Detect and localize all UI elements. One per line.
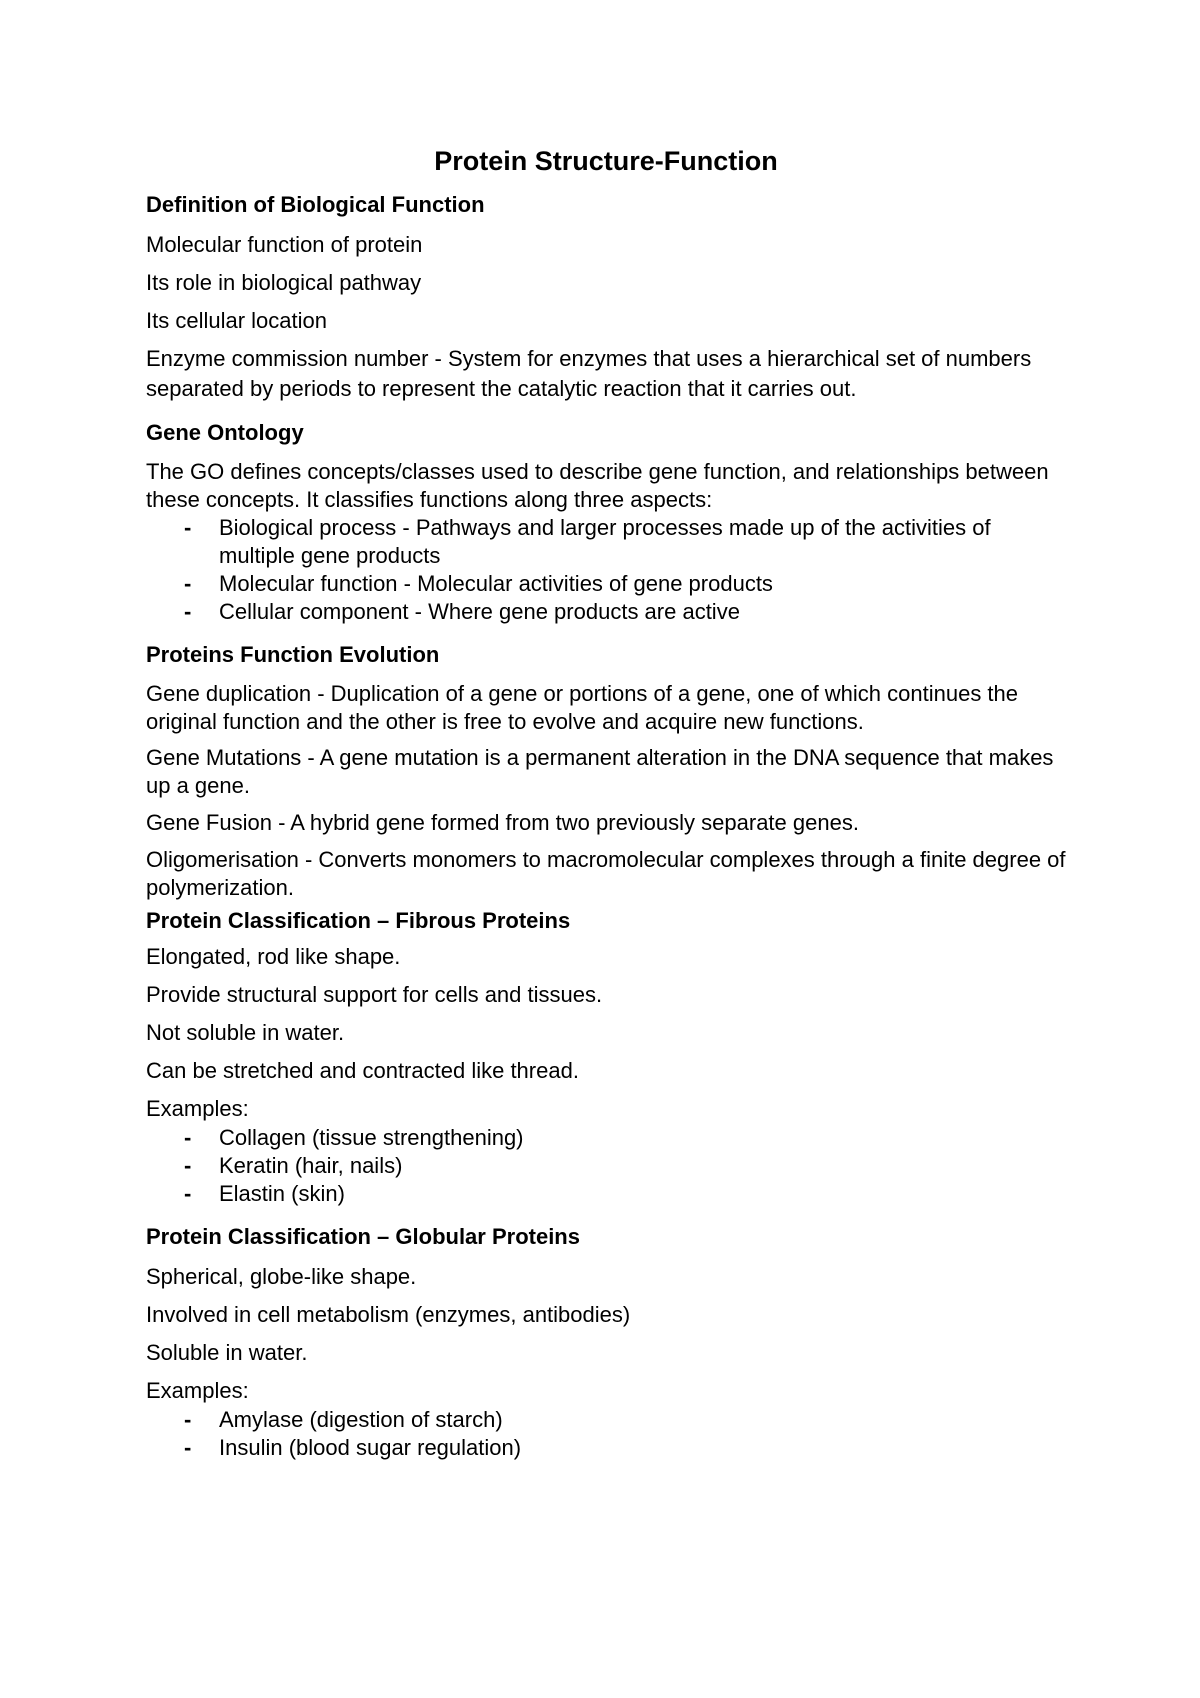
list-item-text: Amylase (digestion of starch) (219, 1407, 503, 1432)
paragraph: Enzyme commission number - System for enzymes that uses a hierarchical set of numbers separated by periods to represent the catalytic reaction that it carries out. (146, 346, 1032, 401)
list-item-text: Keratin (hair, nails) (219, 1153, 403, 1178)
list-item-text: Collagen (tissue strengthening) (219, 1125, 524, 1150)
list-item (146, 1434, 1066, 1462)
paragraph: The GO defines concepts/classes used to describe gene function, and relationships between these concepts. It classifies functions along three aspects: (146, 459, 1049, 512)
list-item (146, 570, 1066, 598)
document-page (146, 144, 1066, 1474)
paragraph: Gene Mutations - A gene mutation is a permanent alteration in the DNA sequence that makes up a gene. (146, 745, 1054, 798)
paragraph: Spherical, globe-like shape. (146, 1264, 417, 1289)
section-heading-gene-ontology: Gene Ontology (146, 420, 304, 445)
paragraph: Involved in cell metabolism (enzymes, antibodies) (146, 1302, 631, 1327)
list-item (146, 1406, 1066, 1434)
paragraph: Its cellular location (146, 308, 327, 333)
dash-bullet-icon: - (184, 1153, 192, 1178)
list-item (146, 514, 1066, 570)
bullet-list (146, 514, 1066, 626)
paragraph: Not soluble in water. (146, 1020, 345, 1045)
dash-bullet-icon: - (184, 515, 192, 540)
list-item (146, 1152, 1066, 1180)
list-item (146, 1180, 1066, 1208)
list-item-text: Elastin (skin) (219, 1181, 345, 1206)
dash-bullet-icon: - (184, 1407, 192, 1432)
paragraph: Provide structural support for cells and tissues. (146, 982, 603, 1007)
bullet-list (146, 1406, 1066, 1462)
list-item-text: Cellular component - Where gene products are active (219, 599, 740, 624)
section-heading-biological-function: Definition of Biological Function (146, 192, 485, 217)
dash-bullet-icon: - (184, 1435, 192, 1460)
paragraph: Examples: (146, 1096, 249, 1121)
paragraph: Can be stretched and contracted like thread. (146, 1058, 579, 1083)
dash-bullet-icon: - (184, 599, 192, 624)
paragraph: Its role in biological pathway (146, 270, 422, 295)
dash-bullet-icon: - (184, 1125, 192, 1150)
dash-bullet-icon: - (184, 571, 192, 596)
dash-bullet-icon: - (184, 1181, 192, 1206)
paragraph: Elongated, rod like shape. (146, 944, 401, 969)
page-title: Protein Structure-Function (434, 146, 778, 176)
paragraph: Soluble in water. (146, 1340, 308, 1365)
paragraph: Gene Fusion - A hybrid gene formed from two previously separate genes. (146, 810, 859, 835)
section-heading-globular-proteins: Protein Classification – Globular Proteins (146, 1224, 580, 1249)
paragraph: Oligomerisation - Converts monomers to macromolecular complexes through a finite degree of polymerization. (146, 847, 1066, 900)
list-item (146, 1124, 1066, 1152)
bullet-list (146, 1124, 1066, 1208)
paragraph: Gene duplication - Duplication of a gene or portions of a gene, one of which continues the original function and the other is free to evolve and acquire new functions. (146, 681, 1019, 734)
list-item-text: Molecular function - Molecular activities of gene products (219, 571, 773, 596)
paragraph: Examples: (146, 1378, 249, 1403)
list-item-text: Biological process - Pathways and larger processes made up of the activities of multiple gene products (219, 515, 991, 568)
section-heading-fibrous-proteins: Protein Classification – Fibrous Proteins (146, 908, 571, 933)
list-item (146, 598, 1066, 626)
paragraph: Molecular function of protein (146, 232, 423, 257)
section-heading-function-evolution: Proteins Function Evolution (146, 642, 440, 667)
list-item-text: Insulin (blood sugar regulation) (219, 1435, 522, 1460)
